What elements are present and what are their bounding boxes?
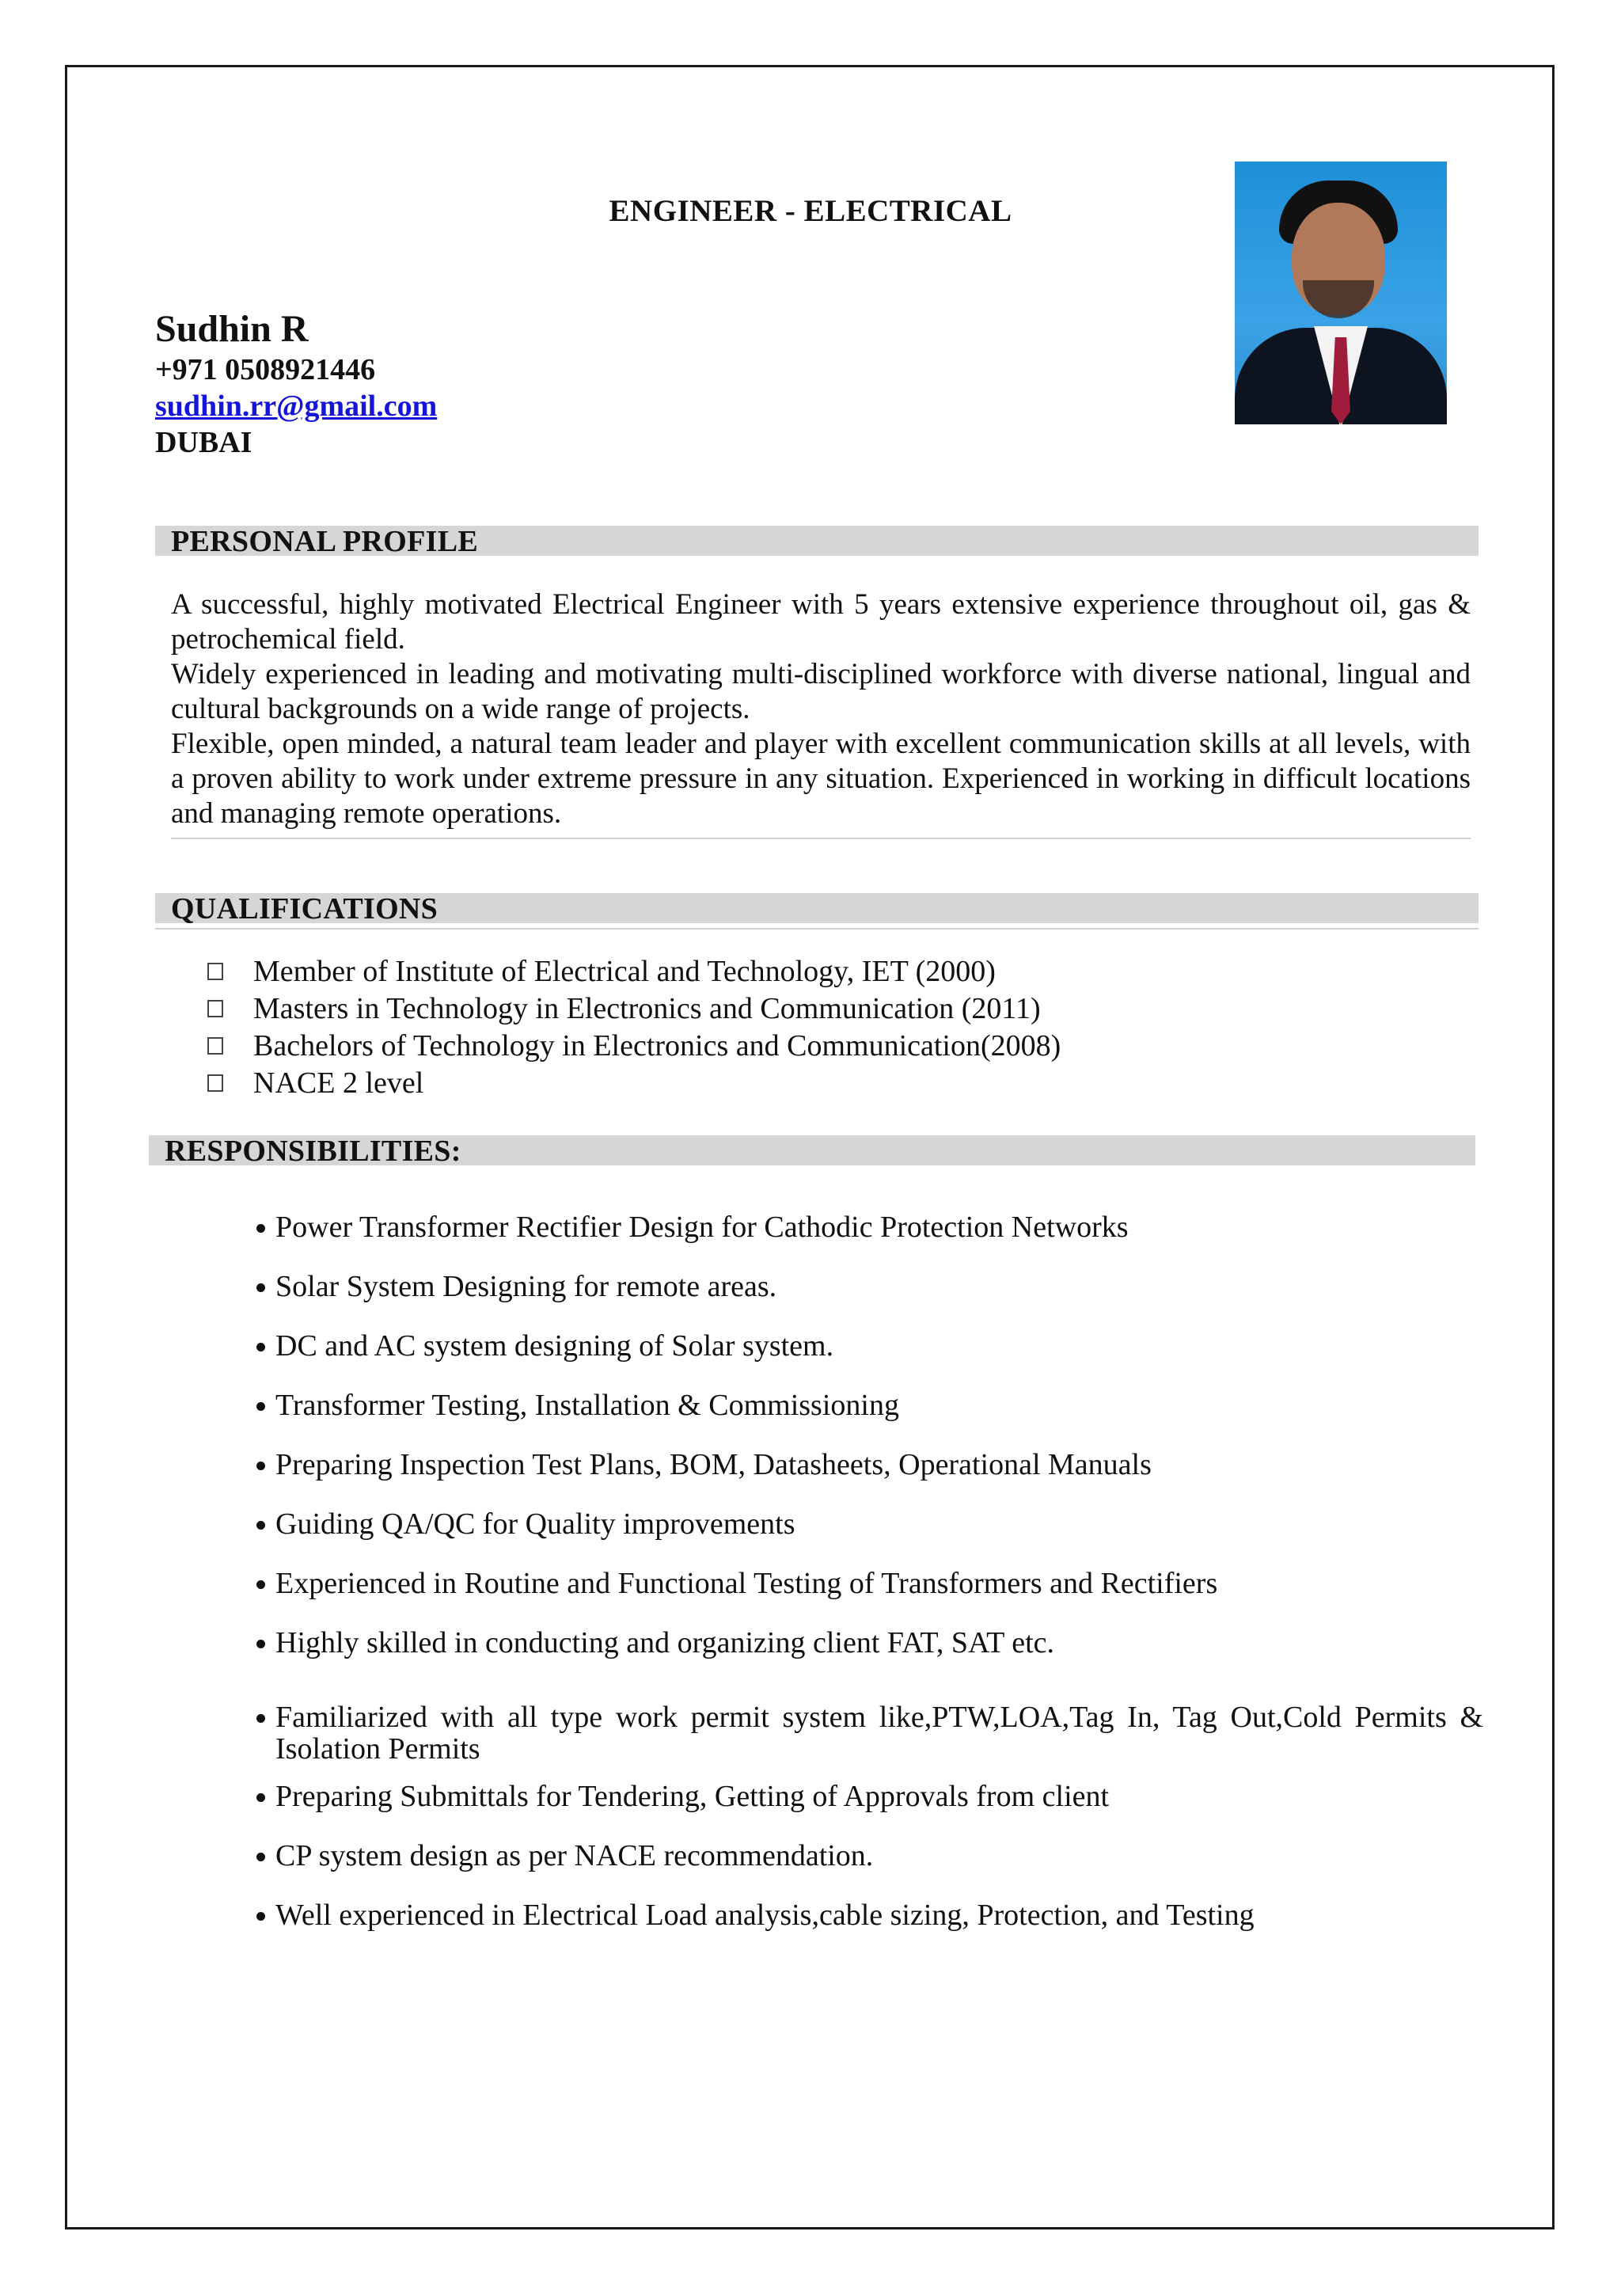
list-item: Guiding QA/QC for Quality improvements [255, 1508, 1483, 1540]
divider [155, 928, 1479, 929]
list-item: Masters in Technology in Electronics and Communication (2011) [207, 990, 1061, 1028]
phone-number: +971 0508921446 [155, 353, 376, 386]
location: DUBAI [155, 426, 252, 459]
bullet-icon [256, 1912, 265, 1921]
list-item: Preparing Submittals for Tendering, Getting of Approvals from client [255, 1781, 1483, 1812]
list-item: Transformer Testing, Installation & Commissioning [255, 1389, 1483, 1421]
candidate-name: Sudhin R [155, 308, 309, 350]
responsibilities-list [255, 1203, 1483, 1931]
personal-profile-text [171, 587, 1471, 839]
document-title: ENGINEER - ELECTRICAL [609, 194, 1012, 228]
checkbox-bullet-icon [207, 963, 223, 980]
bullet-icon [256, 1343, 265, 1351]
qualifications-list [207, 953, 1061, 1102]
email-link[interactable]: sudhin.rr@gmail.com [155, 390, 438, 423]
list-item: Familiarized with all type work permit system like,PTW,LOA,Tag In, Tag Out,Cold Permits & Isolation Permits [255, 1701, 1483, 1765]
list-item: Experienced in Routine and Functional Testing of Transformers and Rectifiers [255, 1568, 1483, 1599]
profile-paragraph: Flexible, open minded, a natural team leader and player with excellent communication skills at all levels, with a proven ability to work under extreme pressure in any situation. Experienced in working in difficult locations and managing remote operations. [171, 728, 1471, 830]
list-item: Well experienced in Electrical Load analysis,cable sizing, Protection, and Testing [255, 1899, 1483, 1931]
checkbox-bullet-icon [207, 1074, 223, 1092]
list-item: Bachelors of Technology in Electronics and Communication(2008) [207, 1028, 1061, 1065]
bullet-icon [256, 1462, 265, 1470]
bullet-icon [256, 1402, 265, 1411]
list-item: NACE 2 level [207, 1065, 1061, 1102]
list-item: CP system design as per NACE recommendation. [255, 1840, 1483, 1872]
checkbox-bullet-icon [207, 1000, 223, 1017]
list-item: Preparing Inspection Test Plans, BOM, Datasheets, Operational Manuals [255, 1449, 1483, 1481]
list-item: Member of Institute of Electrical and Technology, IET (2000) [207, 953, 1061, 990]
bullet-icon [256, 1714, 265, 1723]
profile-paragraph: Widely experienced in leading and motivating multi-disciplined workforce with diverse national, lingual and cultural backgrounds on a wide range of projects. [171, 658, 1471, 725]
contact-block [155, 307, 437, 461]
checkbox-bullet-icon [207, 1037, 223, 1055]
list-item: Solar System Designing for remote areas. [255, 1271, 1483, 1302]
bullet-icon [256, 1224, 265, 1233]
list-item: Highly skilled in conducting and organizing client FAT, SAT etc. [255, 1627, 1483, 1659]
bullet-icon [256, 1521, 265, 1530]
bullet-icon [256, 1580, 265, 1589]
bullet-icon [256, 1793, 265, 1802]
list-item: Power Transformer Rectifier Design for Cathodic Protection Networks [255, 1211, 1483, 1243]
bullet-icon [256, 1283, 265, 1292]
profile-paragraph: A successful, highly motivated Electrical Engineer with 5 years extensive experience throughout oil, gas & petrochemical field. [171, 588, 1471, 656]
bullet-icon [256, 1853, 265, 1861]
section-heading-personal-profile: PERSONAL PROFILE [155, 526, 1479, 556]
section-heading-responsibilities: RESPONSIBILITIES: [149, 1135, 1475, 1165]
profile-photo [1235, 162, 1447, 424]
list-item: DC and AC system designing of Solar system. [255, 1330, 1483, 1362]
section-heading-qualifications: QUALIFICATIONS [155, 893, 1479, 923]
bullet-icon [256, 1640, 265, 1648]
